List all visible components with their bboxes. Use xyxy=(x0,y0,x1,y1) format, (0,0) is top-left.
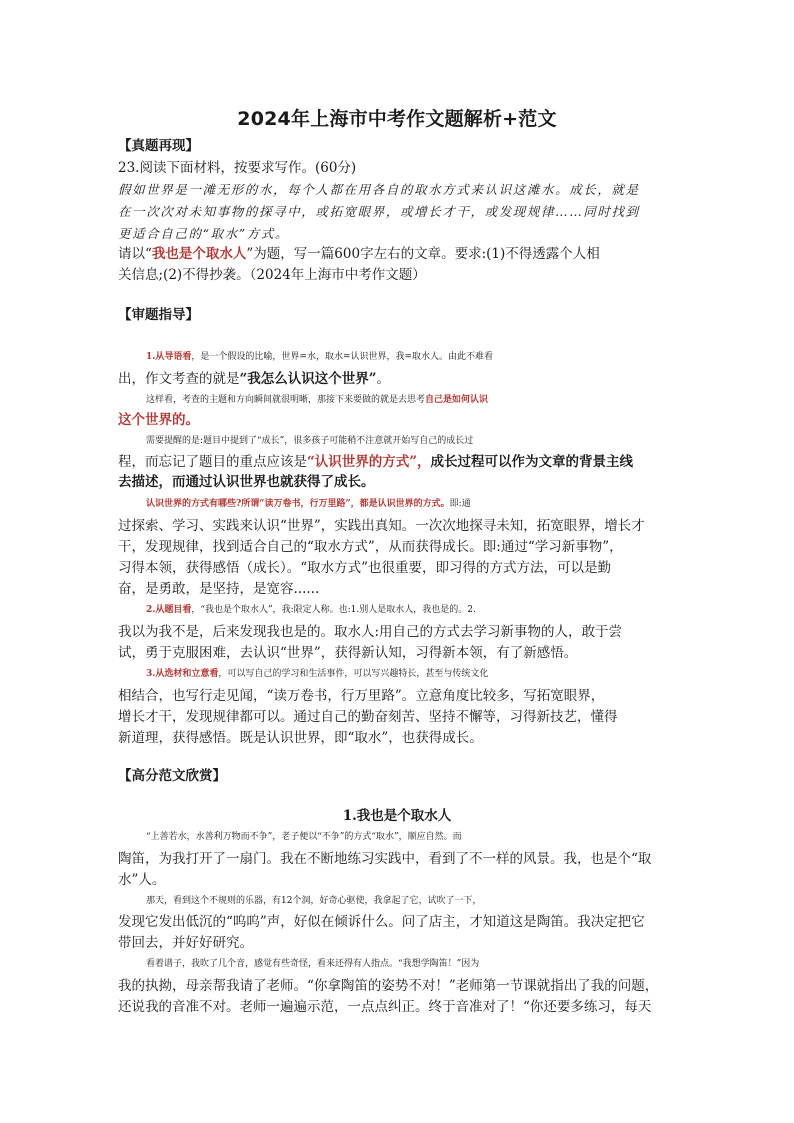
section-header-guide: 【审题指导】 xyxy=(118,307,199,323)
essay-line: 那天，看到这个不规则的乐器，有12个洞，好奇心驱使，我拿起了它，试吹了一下， xyxy=(146,896,482,906)
emphasis-red: 认识世界的方式有哪些?所谓“读万卷书，行万里路”，都是认识世界的方式。 xyxy=(146,499,450,509)
point-heading: 3.从选材和立意看 xyxy=(146,669,219,679)
paragraph-line xyxy=(118,494,706,514)
essay-line: 我的执拗，母亲帮我请了老师。“你拿陶笛的姿势不对！”老师第一节课就指出了我的问题， xyxy=(118,978,659,994)
paragraph-line: 奋，是勇敢，是坚持，是宽容...... xyxy=(118,581,320,597)
text-run: ，可以写自己的学习和生活事件，可以写兴趣特长，甚至与传统文化 xyxy=(218,669,489,679)
emphasis-red: “认识世界的方式”， xyxy=(307,454,431,470)
text-run: 。 xyxy=(376,371,391,387)
point-heading: 2.从题目看 xyxy=(146,605,192,615)
text-run: ，“我也是个取水人”，我:限定人称。也:1.别人是取水人，我也是的。2. xyxy=(191,605,476,615)
paragraph-line: 需要提醒的是:题目中提到了“成长”，很多孩子可能稍不注意就开始写自己的成长过 xyxy=(146,436,474,446)
requirement-line: 关信息;(2)不得抄袭。（2024年上海市中考作文题） xyxy=(118,267,426,283)
paragraph-line: 这个世界的。 xyxy=(118,412,199,428)
paragraph-line: 新道理，获得感悟。既是认识世界，即“取水”，也获得成长。 xyxy=(118,730,483,746)
material-line: 在一次次对未知事物的探寻中，或拓宽眼界，或增长才干，或发现规律……同时找到 xyxy=(118,204,640,219)
paragraph-line: 增长才干，发现规律都可以。通过自己的勤奋刻苦、坚持不懈等，习得新技艺，懂得 xyxy=(118,709,618,725)
paragraph-line xyxy=(118,369,678,389)
text-run: ，是一个假设的比喻，世界=水，取水=认识世界，我=取水人。由此不难看 xyxy=(191,352,494,362)
paragraph-line xyxy=(118,600,706,620)
point-heading: 1.从导语看 xyxy=(146,352,192,362)
question-intro: 23.阅读下面材料，按要求写作。(60分) xyxy=(118,160,357,176)
emphasis-red: 自己是如何认识 xyxy=(425,395,489,405)
emphasis: “我怎么认识这个世界” xyxy=(239,371,377,387)
essay-line: 看着谱子，我吹了几个音，感觉有些奇怪，看来还得有人指点。“我想学陶笛！”因为 xyxy=(146,959,480,969)
emphasis: 成长过程可以作为文章的背景主线 xyxy=(430,454,634,470)
essay-line: 带回去，并好好研究。 xyxy=(118,935,253,951)
section-header-exam: 【真题再现】 xyxy=(118,138,199,154)
essay-topic: 我也是个取水人 xyxy=(151,246,247,262)
text-run: ”为题，写一篇600字左右的文章。要求:(1)不得透露个人相 xyxy=(246,246,600,262)
paragraph-line xyxy=(118,664,706,684)
text-run: 程，而忘记了题目的重点应该是 xyxy=(118,454,307,470)
section-header-essay: 【高分范文欣赏】 xyxy=(118,768,226,784)
essay-line: “上善若水，水善利万物而不争”，老子便以“不争”的方式“取水”，顺应自然。而 xyxy=(146,832,462,842)
essay-line: 发现它发出低沉的“呜呜”声，好似在倾诉什么。问了店主，才知道这是陶笛。我决定把它 xyxy=(118,914,645,930)
paragraph-line: 试，勇于克服困难，去认识“世界”，获得新认知，习得新本领，有了新感悟。 xyxy=(118,645,578,661)
essay-line: 还说我的音准不对。老师一遍遍示范，一点点纠正。终于音准对了！“你还要多练习，每天 xyxy=(118,999,652,1015)
material-line: 假如世界是一滩无形的水，每个人都在用各自的取水方式来认识这滩水。成长，就是 xyxy=(118,182,640,197)
paragraph-line xyxy=(118,390,706,410)
paragraph-line: 我以为我不是，后来发现我也是的。取水人:用自己的方式去学习新事物的人，敢于尝 xyxy=(118,624,623,640)
paragraph-line: 相结合，也写行走见闻，“读万卷书，行万里路”。立意角度比较多，写拓宽眼界， xyxy=(118,688,605,704)
text-run: 这样看，考查的主题和方向瞬间就很明晰，那接下来要做的就是去思考 xyxy=(146,395,426,405)
paragraph-line: 去描述，而通过认识世界也就获得了成长。 xyxy=(118,474,375,490)
paragraph-line xyxy=(118,347,706,367)
material-line: 更适合自己的“取水”方式。 xyxy=(118,226,290,241)
paragraph-line: 干，发现规律，找到适合自己的“取水方式”，从而获得成长。即:通过“学习新事物”， xyxy=(118,539,623,555)
paragraph-line xyxy=(118,452,678,472)
text-run: 出，作文考查的就是 xyxy=(118,371,240,387)
paragraph-line: 过探索、学习、实践来认识“世界”，实践出真知。一次次地探寻未知，拓宽眼界，增长才 xyxy=(118,518,645,534)
essay-title: 1.我也是个取水人 xyxy=(342,808,452,824)
requirement-line xyxy=(118,244,678,264)
essay-line: 陶笛，为我打开了一扇门。我在不断地练习实践中，看到了不一样的风景。我，也是个“取 xyxy=(118,851,652,867)
paragraph-line: 习得本领，获得感悟（成长）。“取水方式”也很重要，即习得的方式方法，可以是勤 xyxy=(118,560,612,576)
text-run: 即:通 xyxy=(449,499,471,509)
essay-line: 水”人。 xyxy=(118,872,166,888)
text-run: 请以“ xyxy=(118,246,152,262)
document-title: 2024年上海市中考作文题解析+范文 xyxy=(237,108,557,130)
